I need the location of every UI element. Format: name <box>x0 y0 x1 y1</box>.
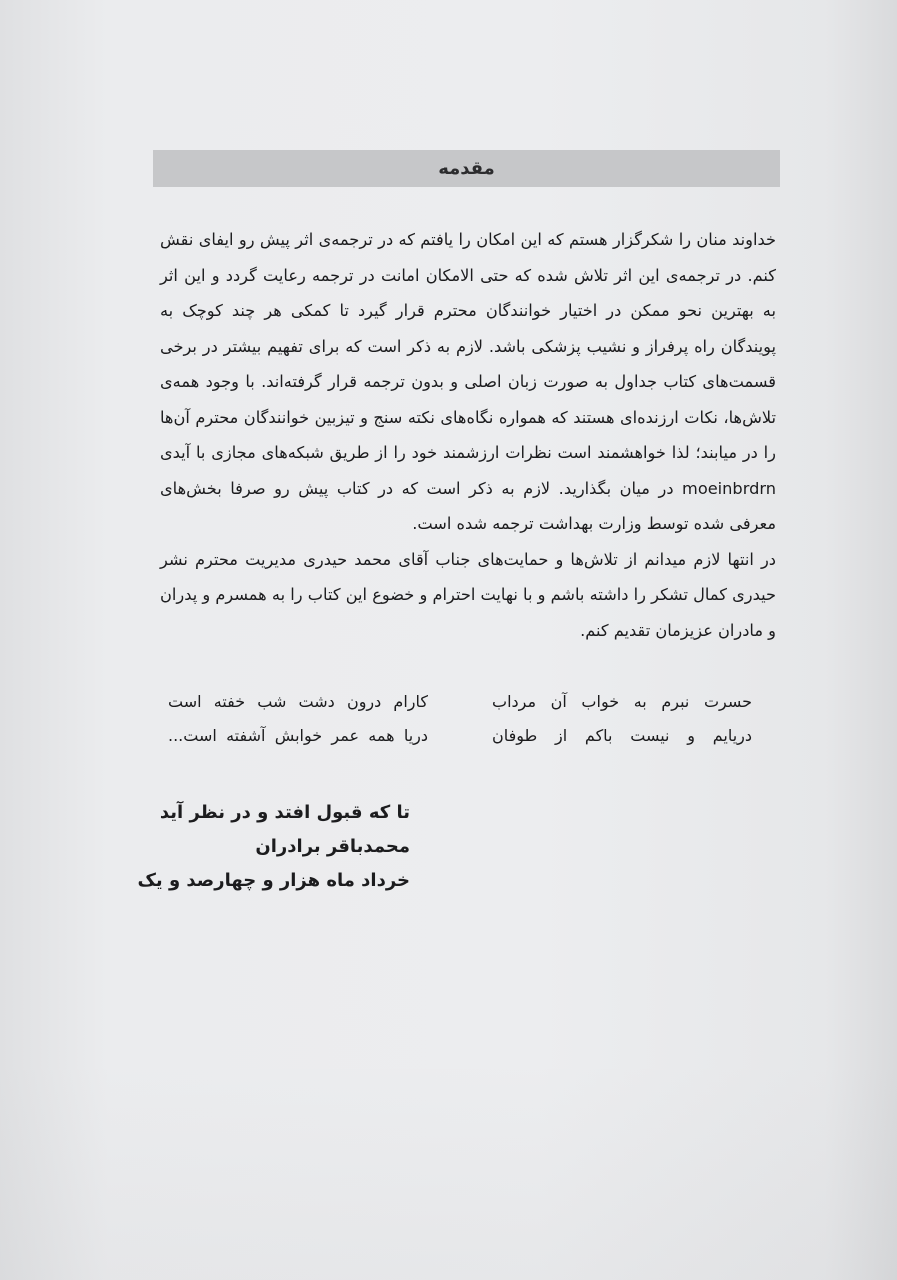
signature-block <box>137 796 410 898</box>
poem-verse <box>160 718 770 752</box>
poem <box>160 684 770 752</box>
poem-hemistich-left: کارام درون دشت شب خفته است <box>168 691 428 711</box>
preface-paragraph-1: خداوند منان را شکرگزار هستم که این امکان را یافتم که در ترجمه‌ی اثر پیش رو ایفای نقش کنم. در ترجمه‌ی این اثر تلاش شده که حتی الامکان امانت در ترجمه رعایت گردد و این اثر به بهترین نحو ممکن در اختیار خوانندگان محترم قرار گیرد تا کمکی هر چند کوچک به پویندگان راه پرفراز و نشیب پزشکی باشد. لازم به ذکر است که برای تفهیم بیشتر در برخی قسمت‌های کتاب جداول به صورت زبان اصلی و بدون ترجمه قرار گرفته‌اند. با وجود همه‌ی تلاش‌ها، نکات ارزنده‌ای هستند که همواره نگاه‌های نکته سنج و تیزبین خوانندگان محترم آن‌ها را در میابند؛ لذا خواهشمند است نظرات ارزشمند خود را از طریق شبکه‌های مجازی با آیدی moeinbrdrn در میان بگذارید. لازم به ذکر است که در کتاب پیش رو صرفا بخش‌های معرفی شده توسط وزارت بهداشت ترجمه شده است. <box>160 230 776 533</box>
date-line: خرداد ماه هزار و چهارصد و یک <box>137 870 410 891</box>
author-name: محمدباقر برادران <box>255 836 410 857</box>
poem-hemistich-right: حسرت نبرم به خواب آن مرداب <box>492 691 752 711</box>
preface-body <box>160 222 776 648</box>
section-title-bar <box>153 150 780 187</box>
poem-hemistich-left: دریا همه عمر خوابش آشفته است... <box>168 725 428 745</box>
preface-paragraph-2: در انتها لازم میدانم از تلاش‌ها و حمایت‌های جناب آقای محمد حیدری مدیریت محترم نشر حیدری کمال تشکر را داشته باشم و با نهایت احترام و خضوع این کتاب را به همسرم و پدران و مادران عزیزمان تقدیم کنم. <box>160 549 776 640</box>
closing-line: تا که قبول افتد و در نظر آید <box>159 802 410 823</box>
poem-hemistich-right: دریایم و نیست باکم از طوفان <box>492 725 752 745</box>
section-title: مقدمه <box>438 158 495 179</box>
poem-verse <box>160 684 770 718</box>
